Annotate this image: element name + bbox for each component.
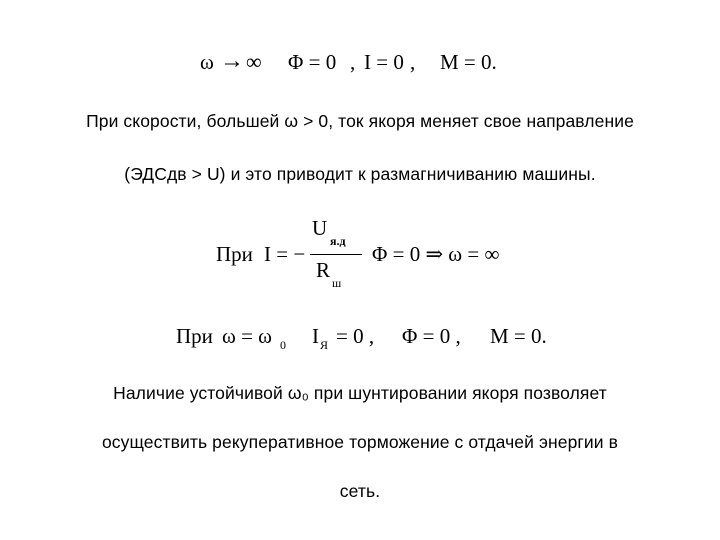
current-lhs: I = −	[264, 242, 306, 266]
paragraph-2-line-1: Наличие устойчивой ω₀ при шунтировании якоря позволяет	[113, 383, 607, 403]
paragraph-2-line-3: сеть.	[339, 481, 381, 501]
omega-equation: ω = ω	[222, 324, 272, 348]
flux-equation: Φ = 0	[288, 50, 337, 74]
paragraph-1-line-2: (ЭДСдв > U) и это приводит к размагничиванию машины.	[124, 164, 596, 184]
equation-omega-infinity	[200, 48, 520, 80]
pri-word: При	[216, 242, 253, 266]
comma-separator: ,	[410, 50, 416, 74]
fraction-denominator: R	[316, 258, 331, 282]
moment-equation: M = 0.	[490, 324, 547, 348]
current-subscript: Я	[320, 338, 329, 352]
pri-word: При	[176, 324, 213, 348]
fraction-bar	[310, 254, 362, 255]
numerator-subscript: я.д	[330, 234, 346, 248]
omega-symbol: ω	[200, 50, 214, 74]
omega-subscript: 0	[280, 338, 286, 352]
paragraph-2-line-2: осуществить рекуперативное торможение с отдачей энергии в	[101, 432, 619, 452]
infinity-symbol: ∞	[246, 49, 262, 74]
current-rhs: = 0 ,	[336, 324, 375, 348]
current-symbol: I	[312, 324, 319, 348]
current-equation: I = 0	[364, 50, 404, 74]
comma-separator: ,	[350, 50, 356, 74]
flux-implication: Φ = 0 ⇒ ω = ∞	[372, 242, 500, 266]
equation-current-fraction	[212, 214, 512, 294]
paragraph-1-line-1: При скорости, большей ω > 0, ток якоря меняет свое направление	[86, 111, 634, 131]
arrow-right-icon: →	[220, 48, 244, 74]
flux-equation: Φ = 0 ,	[402, 324, 461, 348]
denominator-subscript: ш	[332, 276, 342, 290]
moment-equation: M = 0.	[440, 50, 497, 74]
equation-omega-zero	[176, 320, 576, 360]
fraction-numerator: U	[312, 216, 328, 240]
